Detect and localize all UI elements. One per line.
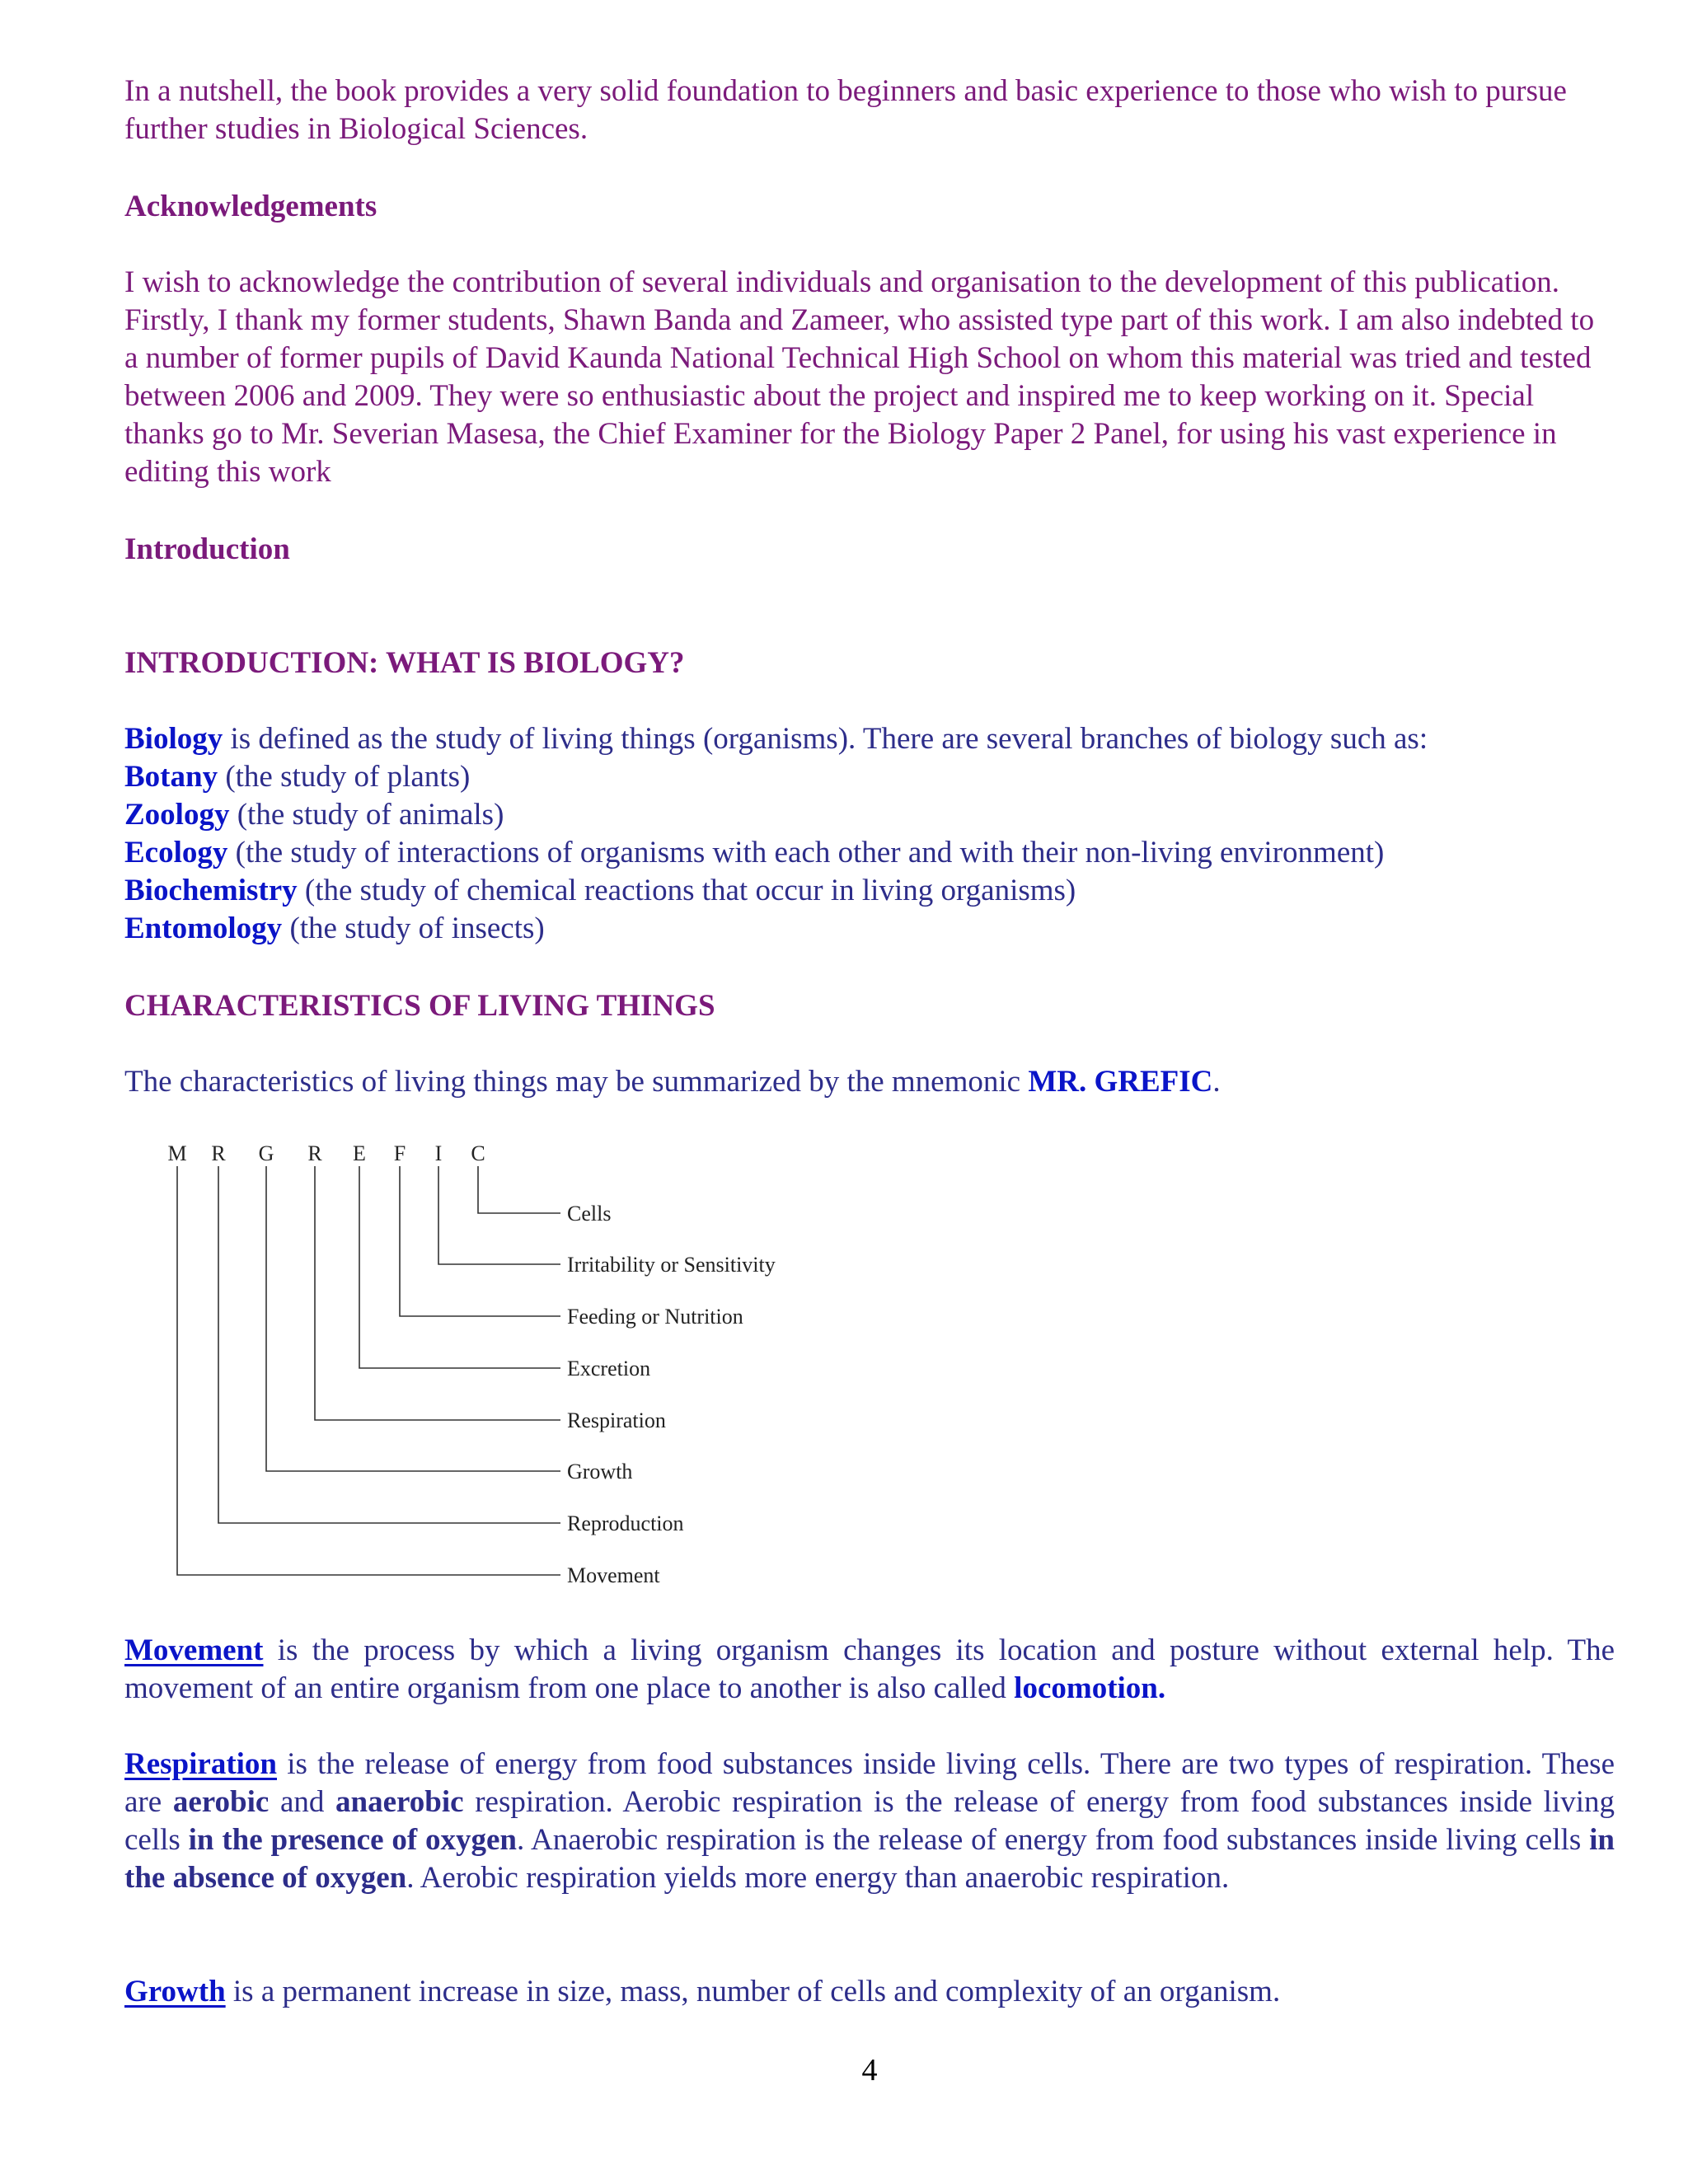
connector-line bbox=[218, 1166, 560, 1523]
connector-line bbox=[266, 1166, 560, 1471]
intro-paragraph: In a nutshell, the book provides a very solid foundation to beginners and basic experience to those who wish to pursue further studies in Biological Sciences. bbox=[124, 74, 1567, 146]
respiration-text: respiration. Aerobic respiration is the release of energy from food substances inside living cells bbox=[124, 1785, 1615, 1857]
diagram-label: Reproduction bbox=[567, 1511, 684, 1535]
respiration-paragraph bbox=[124, 1746, 1615, 1897]
anaerobic-term: anaerobic bbox=[335, 1785, 464, 1819]
diagram-label: Excretion bbox=[567, 1357, 651, 1380]
diagram-label: Irritability or Sensitivity bbox=[567, 1253, 776, 1277]
absence-of-oxygen-phrase: in the absence of oxygen bbox=[124, 1823, 1615, 1895]
growth-term: Growth bbox=[124, 1975, 226, 2008]
diagram-letter: M bbox=[167, 1141, 187, 1165]
diagram-label: Feeding or Nutrition bbox=[567, 1305, 743, 1329]
branch-item bbox=[124, 910, 1615, 948]
mnemonic-sentence bbox=[124, 1063, 1615, 1101]
connector-line bbox=[478, 1166, 560, 1213]
connector-line bbox=[177, 1166, 560, 1575]
mnemonic-intro: The characteristics of living things may be summarized by the mnemonic bbox=[124, 1065, 1029, 1099]
movement-term: Movement bbox=[124, 1633, 264, 1667]
connector-line bbox=[438, 1166, 560, 1264]
biology-definition-text: is defined as the study of living things (organisms). There are several branches of biology such as: bbox=[223, 722, 1428, 756]
diagram-letter: R bbox=[211, 1141, 226, 1165]
branch-desc: (the study of insects) bbox=[282, 912, 545, 945]
page-number: 4 bbox=[861, 2053, 878, 2088]
acknowledgements-heading: Acknowledgements bbox=[124, 190, 377, 223]
respiration-text: . Anaerobic respiration is the release of energy from food substances inside living cells bbox=[516, 1823, 1590, 1857]
respiration-text: and bbox=[269, 1785, 336, 1819]
mr-grefic-diagram bbox=[157, 1137, 832, 1591]
connector-line bbox=[400, 1166, 560, 1316]
branch-desc: (the study of chemical reactions that occur in living organisms) bbox=[297, 874, 1076, 907]
branch-term: Ecology bbox=[124, 836, 228, 869]
diagram-letter: E bbox=[353, 1141, 366, 1165]
growth-text: is a permanent increase in size, mass, number of cells and complexity of an organism. bbox=[225, 1975, 1281, 2008]
diagram-letters bbox=[167, 1141, 485, 1165]
diagram-letter: R bbox=[307, 1141, 322, 1165]
respiration-term: Respiration bbox=[124, 1747, 277, 1781]
presence-of-oxygen-phrase: in the presence of oxygen bbox=[188, 1823, 517, 1857]
diagram-label: Movement bbox=[567, 1563, 660, 1587]
diagram-letter: I bbox=[434, 1141, 443, 1165]
respiration-text: is the release of energy from food substances inside living cells. There are two types of respiration. These are bbox=[124, 1747, 1615, 1819]
mnemonic-end: . bbox=[1212, 1065, 1221, 1099]
respiration-text: . Aerobic respiration yields more energy than anaerobic respiration. bbox=[406, 1861, 1230, 1895]
connector-line bbox=[315, 1166, 560, 1420]
movement-text: is the process by which a living organism changes its location and posture without external help. The movement of an entire organism from one place to another is also called bbox=[124, 1633, 1615, 1705]
branch-desc: (the study of plants) bbox=[218, 760, 471, 794]
introduction-heading: Introduction bbox=[124, 532, 290, 566]
diagram-letter: G bbox=[258, 1141, 274, 1165]
connector-line bbox=[359, 1166, 560, 1368]
branch-desc: (the study of interactions of organisms with each other and with their non-living environment) bbox=[227, 836, 1385, 869]
growth-paragraph bbox=[124, 1973, 1615, 2011]
branch-term: Entomology bbox=[124, 912, 283, 945]
diagram-labels bbox=[567, 1202, 776, 1587]
diagram-letter: F bbox=[393, 1141, 406, 1165]
characteristics-heading: CHARACTERISTICS OF LIVING THINGS bbox=[124, 989, 715, 1023]
branch-item bbox=[124, 796, 1615, 834]
biology-definition bbox=[124, 720, 1615, 758]
acknowledgements-paragraph: I wish to acknowledge the contribution of several individuals and organisation to the development of this publication. Firstly, I thank my former students, Shawn Banda and Zameer, who assisted type part of this work. I am also indebted to a number of former pupils of David Kaunda National Technical High School on whom this material was tried and tested between 2006 and 2009. They were so enthusiastic about the project and inspired me to keep working on it. Special thanks go to Mr. Severian Masesa, the Chief Examiner for the Biology Paper 2 Panel, for using his vast experience in editing this work bbox=[124, 265, 1595, 489]
branch-desc: (the study of animals) bbox=[229, 798, 504, 832]
diagram-letter: C bbox=[471, 1141, 485, 1165]
diagram-connector-lines bbox=[177, 1166, 560, 1575]
mnemonic: MR. GREFIC bbox=[1028, 1065, 1213, 1099]
what-is-biology-heading: INTRODUCTION: WHAT IS BIOLOGY? bbox=[124, 646, 685, 680]
branch-item bbox=[124, 758, 1615, 796]
diagram-label: Growth bbox=[567, 1460, 633, 1483]
diagram-label: Respiration bbox=[567, 1408, 666, 1432]
biology-branches-section bbox=[124, 720, 1615, 948]
branch-term: Botany bbox=[124, 760, 218, 794]
biology-term: Biology bbox=[124, 722, 223, 756]
movement-paragraph bbox=[124, 1632, 1615, 1708]
branch-term: Biochemistry bbox=[124, 874, 298, 907]
branch-item bbox=[124, 872, 1615, 910]
branch-term: Zoology bbox=[124, 798, 230, 832]
locomotion-term: locomotion. bbox=[1014, 1671, 1166, 1705]
aerobic-term: aerobic bbox=[172, 1785, 270, 1819]
diagram-label: Cells bbox=[567, 1202, 612, 1226]
branch-item bbox=[124, 834, 1615, 872]
